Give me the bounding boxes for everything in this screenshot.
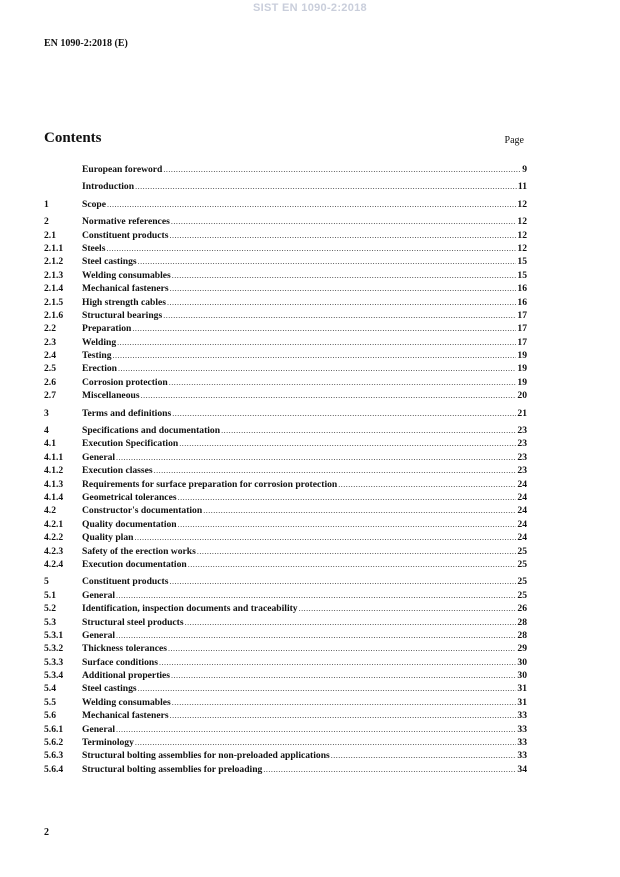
toc-entry-page: 33 xyxy=(517,723,527,735)
toc-entry-number: 1 xyxy=(44,198,49,210)
toc-entry-page: 17 xyxy=(517,323,527,335)
toc-entry-title: Constituent products xyxy=(82,229,169,241)
toc-entry-number: 4.1 xyxy=(44,438,56,450)
toc-leader-dots xyxy=(263,765,516,774)
toc-entry-number: 3 xyxy=(44,407,49,419)
toc-entry[interactable] xyxy=(44,256,527,269)
toc-entry-page: 16 xyxy=(517,296,527,308)
toc-entry-number: 2.1.1 xyxy=(44,242,64,254)
toc-entry-page: 9 xyxy=(522,164,527,175)
page-column-label: Page xyxy=(504,135,524,146)
toc-leader-dots xyxy=(159,658,516,667)
toc-entry-title: Additional properties xyxy=(82,670,171,682)
toc-entry-page: 31 xyxy=(517,696,527,708)
toc-leader-dots xyxy=(168,644,516,653)
toc-entry-page: 33 xyxy=(517,750,527,762)
toc-entry-page: 23 xyxy=(517,438,527,450)
toc-entry-page: 24 xyxy=(517,491,527,503)
toc-entry-number: 2.3 xyxy=(44,336,56,348)
toc-entry-page: 20 xyxy=(517,390,527,402)
table-of-contents xyxy=(44,164,527,777)
toc-entry-page: 17 xyxy=(517,309,527,321)
toc-entry[interactable] xyxy=(44,438,527,451)
toc-entry-number: 4.2.1 xyxy=(44,518,64,530)
toc-leader-dots xyxy=(117,338,516,347)
toc-entry-page: 26 xyxy=(517,603,527,615)
toc-leader-dots xyxy=(169,231,516,240)
toc-entry[interactable] xyxy=(44,643,527,656)
toc-entry[interactable] xyxy=(44,724,527,737)
toc-entry-number: 2.2 xyxy=(44,323,56,335)
toc-leader-dots xyxy=(178,493,517,502)
toc-leader-dots xyxy=(169,378,517,387)
toc-leader-dots xyxy=(132,324,516,333)
toc-entry-page: 28 xyxy=(517,616,527,628)
toc-leader-dots xyxy=(169,577,516,586)
toc-entry[interactable] xyxy=(44,546,527,559)
toc-entry-number: 4.2.2 xyxy=(44,532,64,544)
toc-entry-number: 4.1.4 xyxy=(44,491,64,503)
toc-entry-number: 2.1.4 xyxy=(44,283,64,295)
toc-leader-dots xyxy=(179,439,516,448)
toc-leader-dots xyxy=(203,506,516,515)
toc-entry-page: 24 xyxy=(517,532,527,544)
toc-leader-dots xyxy=(141,391,517,400)
toc-leader-dots xyxy=(135,182,517,191)
toc-entry-number: 4.1.2 xyxy=(44,465,64,477)
toc-entry[interactable] xyxy=(44,452,527,465)
toc-leader-dots xyxy=(299,604,517,613)
toc-leader-dots xyxy=(172,698,517,707)
toc-leader-dots xyxy=(138,684,517,693)
toc-leader-dots xyxy=(170,711,517,720)
toc-entry-number: 2.6 xyxy=(44,376,56,388)
toc-entry-number: 4 xyxy=(44,425,49,437)
toc-entry[interactable] xyxy=(44,630,527,643)
toc-leader-dots xyxy=(331,751,517,760)
toc-entry-number: 5.6.4 xyxy=(44,763,64,775)
toc-entry-page: 12 xyxy=(517,229,527,241)
toc-entry-number: 2.1.2 xyxy=(44,256,64,268)
toc-entry-number: 2.1.3 xyxy=(44,269,64,281)
toc-entry-page: 24 xyxy=(517,505,527,517)
toc-entry[interactable] xyxy=(44,683,527,696)
toc-entry-title: Steel castings xyxy=(82,683,137,695)
contents-title: Contents xyxy=(44,130,102,146)
toc-leader-dots xyxy=(188,560,517,569)
toc-entry-number: 4.2 xyxy=(44,505,56,517)
toc-entry-page: 12 xyxy=(517,242,527,254)
toc-entry-number: 5.3.2 xyxy=(44,643,64,655)
toc-entry-page: 31 xyxy=(517,683,527,695)
toc-entry-number: 5.5 xyxy=(44,696,56,708)
toc-entry-title: Constituent products xyxy=(82,576,169,588)
toc-entry-title: Welding consumables xyxy=(82,269,171,281)
toc-entry[interactable] xyxy=(44,697,527,710)
toc-entry-title: General xyxy=(82,629,116,641)
toc-entry-number: 5 xyxy=(44,576,49,588)
toc-entry-number: 5.6.1 xyxy=(44,723,64,735)
toc-entry-title: European foreword xyxy=(82,164,163,175)
toc-entry-page: 25 xyxy=(517,558,527,570)
toc-entry[interactable] xyxy=(44,297,527,310)
toc-entry-page: 23 xyxy=(517,425,527,437)
toc-entry-number: 2.1.6 xyxy=(44,309,64,321)
toc-entry-title: Structural bolting assemblies for non-preloaded applications xyxy=(82,750,330,762)
toc-entry[interactable] xyxy=(44,230,527,243)
toc-entry[interactable] xyxy=(44,390,527,403)
toc-entry-number: 5.3.3 xyxy=(44,656,64,668)
toc-entry[interactable] xyxy=(44,657,527,670)
toc-entry-number: 4.1.3 xyxy=(44,478,64,490)
toc-entry-number: 5.1 xyxy=(44,589,56,601)
toc-entry-page: 28 xyxy=(517,629,527,641)
toc-entry-page: 12 xyxy=(517,216,527,228)
toc-entry[interactable] xyxy=(44,532,527,545)
toc-leader-dots xyxy=(113,351,517,360)
watermark: SIST EN 1090-2:2018 xyxy=(253,2,367,14)
toc-entry[interactable] xyxy=(44,350,527,363)
toc-entry-page: 15 xyxy=(517,269,527,281)
toc-entry-number: 5.6.2 xyxy=(44,737,64,749)
toc-entry-page: 30 xyxy=(517,656,527,668)
toc-leader-dots xyxy=(138,257,517,266)
toc-entry[interactable] xyxy=(44,363,527,376)
toc-entry-title: Identification, inspection documents and traceability xyxy=(82,603,298,615)
toc-entry-title: Terms and definitions xyxy=(82,407,172,419)
toc-entry-page: 23 xyxy=(517,451,527,463)
toc-entry-title: Structural bearings xyxy=(82,309,163,321)
toc-entry[interactable] xyxy=(44,465,527,478)
toc-entry-title: Scope xyxy=(82,198,106,210)
toc-leader-dots xyxy=(163,311,516,320)
toc-entry-number: 2 xyxy=(44,216,49,228)
toc-entry-page: 19 xyxy=(517,350,527,362)
toc-entry-title: Requirements for surface preparation for corrosion protection xyxy=(82,478,338,490)
toc-entry-page: 34 xyxy=(517,763,527,775)
toc-entry-title: Erection xyxy=(82,363,117,375)
toc-entry[interactable] xyxy=(44,337,527,350)
toc-entry-title: Execution documentation xyxy=(82,558,187,570)
toc-entry-title: Welding consumables xyxy=(82,696,171,708)
toc-entry-page: 11 xyxy=(517,181,527,193)
toc-entry[interactable] xyxy=(44,492,527,505)
toc-entry-number: 4.2.4 xyxy=(44,558,64,570)
toc-entry-number: 5.2 xyxy=(44,603,56,615)
toc-entry-title: Constructor's documentation xyxy=(82,505,203,517)
toc-entry-title: Thickness tolerances xyxy=(82,643,168,655)
toc-leader-dots xyxy=(171,671,516,680)
toc-entry-title: Specifications and documentation xyxy=(82,425,221,437)
toc-entry[interactable] xyxy=(44,750,527,763)
toc-leader-dots xyxy=(221,426,516,435)
toc-entry-page: 24 xyxy=(517,478,527,490)
toc-entry-title: General xyxy=(82,589,116,601)
toc-entry-page: 33 xyxy=(517,710,527,722)
toc-leader-dots xyxy=(134,533,516,542)
toc-entry[interactable] xyxy=(44,479,527,492)
toc-leader-dots xyxy=(107,200,516,209)
toc-entry-page: 33 xyxy=(517,737,527,749)
toc-entry-title: Quality plan xyxy=(82,532,134,544)
toc-entry-page: 25 xyxy=(517,576,527,588)
toc-entry[interactable] xyxy=(44,559,527,572)
toc-leader-dots xyxy=(116,725,516,734)
toc-entry-page: 25 xyxy=(517,545,527,557)
toc-entry[interactable] xyxy=(44,737,527,750)
toc-leader-dots xyxy=(172,271,517,280)
toc-leader-dots xyxy=(116,453,516,462)
toc-entry-page: 30 xyxy=(517,670,527,682)
toc-entry-page: 29 xyxy=(517,643,527,655)
toc-entry[interactable] xyxy=(44,270,527,283)
toc-leader-dots xyxy=(178,520,517,529)
toc-entry[interactable] xyxy=(44,243,527,256)
toc-entry-number: 5.4 xyxy=(44,683,56,695)
toc-entry[interactable] xyxy=(44,199,527,212)
toc-entry-number: 5.6.3 xyxy=(44,750,64,762)
toc-entry-number: 5.3.4 xyxy=(44,670,64,682)
toc-entry[interactable] xyxy=(44,590,527,603)
toc-leader-dots xyxy=(185,618,517,627)
toc-entry[interactable] xyxy=(44,519,527,532)
toc-leader-dots xyxy=(135,738,517,747)
toc-entry-number: 4.2.3 xyxy=(44,545,64,557)
toc-entry-title: General xyxy=(82,451,116,463)
toc-entry-page: 23 xyxy=(517,465,527,477)
toc-entry-number: 5.3 xyxy=(44,616,56,628)
toc-entry-title: Mechanical fasteners xyxy=(82,710,169,722)
toc-entry-number: 4.1.1 xyxy=(44,451,64,463)
page-number: 2 xyxy=(44,827,49,838)
toc-entry-title: Normative references xyxy=(82,216,170,228)
toc-entry[interactable] xyxy=(44,323,527,336)
toc-entry-title: Execution Specification xyxy=(82,438,179,450)
toc-entry-title: Testing xyxy=(82,350,112,362)
toc-entry-page: 24 xyxy=(517,518,527,530)
toc-entry-title: Geometrical tolerances xyxy=(82,491,177,503)
toc-entry[interactable] xyxy=(44,310,527,323)
toc-entry-title: Structural steel products xyxy=(82,616,184,628)
toc-entry-page: 21 xyxy=(517,407,527,419)
toc-leader-dots xyxy=(167,298,516,307)
toc-entry[interactable] xyxy=(44,377,527,390)
toc-entry-number: 2.4 xyxy=(44,350,56,362)
toc-entry-title: Mechanical fasteners xyxy=(82,283,169,295)
toc-entry-page: 15 xyxy=(517,256,527,268)
toc-entry[interactable] xyxy=(44,764,527,777)
toc-entry[interactable] xyxy=(44,617,527,630)
toc-leader-dots xyxy=(154,466,517,475)
toc-entry[interactable] xyxy=(44,408,527,421)
toc-entry-title: Steels xyxy=(82,242,106,254)
toc-entry[interactable] xyxy=(44,283,527,296)
toc-leader-dots xyxy=(171,217,517,226)
toc-leader-dots xyxy=(338,480,516,489)
toc-leader-dots xyxy=(170,284,517,293)
toc-leader-dots xyxy=(106,244,516,253)
document-id: EN 1090-2:2018 (E) xyxy=(44,38,128,49)
toc-entry-title: Structural bolting assemblies for preloading xyxy=(82,763,263,775)
toc-entry-title: Quality documentation xyxy=(82,518,177,530)
toc-entry-title: High strength cables xyxy=(82,296,167,308)
toc-entry[interactable] xyxy=(44,670,527,683)
toc-leader-dots xyxy=(118,364,516,373)
toc-entry-title: Introduction xyxy=(82,181,135,193)
toc-entry-number: 2.5 xyxy=(44,363,56,375)
toc-leader-dots xyxy=(116,631,516,640)
toc-entry-title: Welding xyxy=(82,336,117,348)
toc-entry-title: Miscellaneous xyxy=(82,390,140,402)
toc-entry-title: Preparation xyxy=(82,323,132,335)
toc-entry-number: 2.7 xyxy=(44,390,56,402)
toc-entry-number: 2.1.5 xyxy=(44,296,64,308)
toc-entry-title: Execution classes xyxy=(82,465,153,477)
toc-entry-number: 5.6 xyxy=(44,710,56,722)
toc-entry-page: 19 xyxy=(517,376,527,388)
toc-entry-page: 25 xyxy=(517,589,527,601)
toc-entry-page: 16 xyxy=(517,283,527,295)
toc-entry-title: Safety of the erection works xyxy=(82,545,196,557)
toc-entry[interactable] xyxy=(44,181,527,194)
toc-entry-page: 12 xyxy=(517,198,527,210)
toc-entry-title: General xyxy=(82,723,116,735)
toc-leader-dots xyxy=(172,409,516,418)
toc-leader-dots xyxy=(197,547,517,556)
toc-entry[interactable] xyxy=(44,425,527,438)
toc-entry[interactable] xyxy=(44,576,527,589)
toc-leader-dots xyxy=(116,591,516,600)
toc-entry-page: 19 xyxy=(517,363,527,375)
toc-entry-title: Surface conditions xyxy=(82,656,158,668)
toc-entry-number: 5.3.1 xyxy=(44,629,64,641)
toc-entry[interactable] xyxy=(44,164,527,177)
toc-entry[interactable] xyxy=(44,505,527,518)
toc-entry[interactable] xyxy=(44,216,527,229)
toc-entry[interactable] xyxy=(44,603,527,616)
toc-entry-page: 17 xyxy=(517,336,527,348)
toc-entry-title: Corrosion protection xyxy=(82,376,168,388)
toc-entry-title: Steel castings xyxy=(82,256,137,268)
toc-leader-dots xyxy=(163,165,521,174)
toc-entry[interactable] xyxy=(44,710,527,723)
toc-entry-number: 2.1 xyxy=(44,229,56,241)
toc-entry-title: Terminology xyxy=(82,737,134,749)
